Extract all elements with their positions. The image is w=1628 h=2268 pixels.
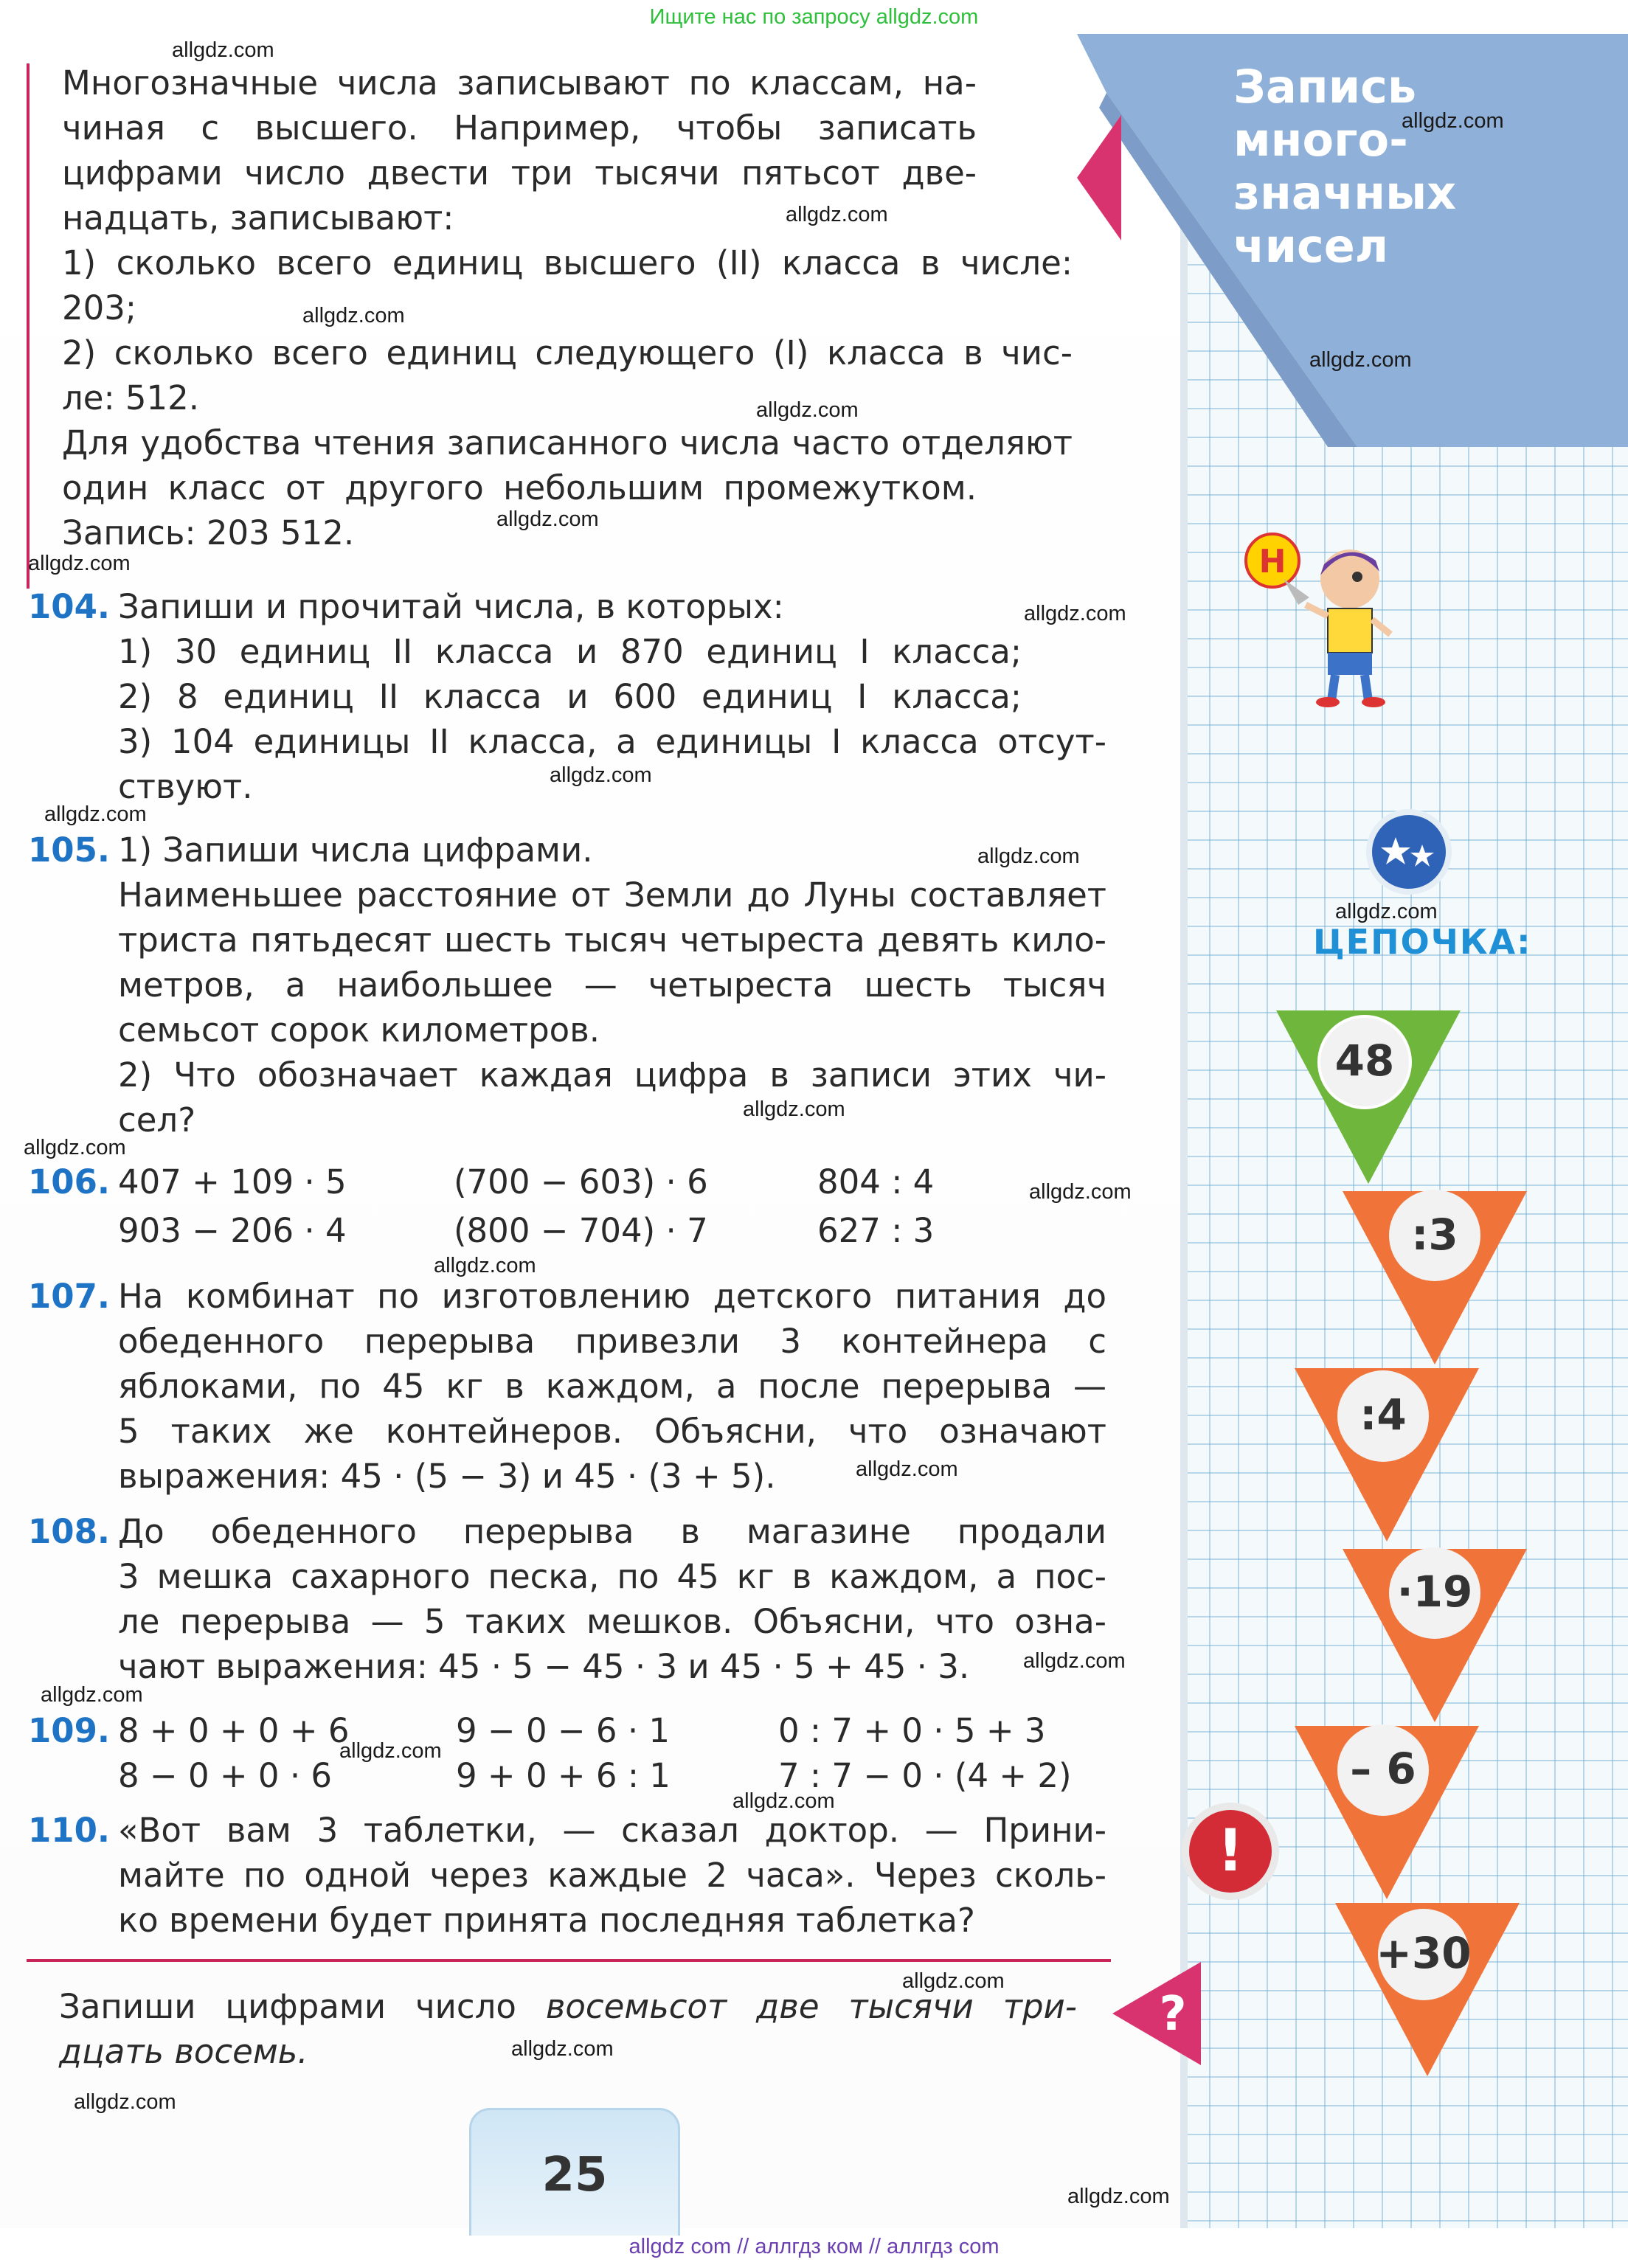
intro-line: Запись: 203 512. (62, 513, 355, 552)
task-line: ко времени будет принята последняя таблетка? (118, 1901, 975, 1940)
task-number: 107. (28, 1277, 111, 1316)
watermark: allgdz.com (74, 2090, 176, 2114)
task-line: Запиши и прочитай числа, в которых: (118, 587, 784, 626)
watermark: allgdz.com (550, 763, 652, 787)
watermark: allgdz.com (434, 1254, 536, 1277)
section-divider (27, 1959, 1111, 1962)
boy-badge-letter: Н (1258, 543, 1286, 580)
question-pointer-icon (1112, 1962, 1201, 2065)
task-line: выражения: 45 · (5 − 3) и 45 · (3 + 5). (118, 1457, 776, 1496)
chain-step-label: +30 (1376, 1928, 1472, 1978)
expression: 407 + 109 · 5 (118, 1162, 347, 1201)
task-line: семьсот сорок километров. (118, 1010, 600, 1050)
watermark: allgdz.com (496, 507, 599, 531)
chain-step-label: ·19 (1396, 1567, 1473, 1617)
task-line: До обеденного перерыва в магазине продали (118, 1512, 1106, 1551)
watermark: allgdz.com (756, 398, 859, 422)
bottom-banner[interactable]: allgdz com // аллгдз ком // аллгдз com (628, 2235, 1000, 2258)
expression: 903 − 206 · 4 (118, 1211, 347, 1250)
task-number: 109. (28, 1711, 111, 1750)
expression: 627 : 3 (817, 1211, 935, 1250)
expression: 9 + 0 + 6 : 1 (456, 1756, 671, 1795)
intro-line: 1) сколько всего единиц высшего (II) класса в числе: (62, 243, 1073, 282)
chain-step-label: 48 (1334, 1036, 1395, 1086)
watermark: allgdz.com (172, 38, 274, 62)
task-line: Наименьшее расстояние от Земли до Луны составляет (118, 875, 1106, 915)
intro-pointer-icon (1077, 115, 1121, 240)
task-line: 5 таких же контейнеров. Объясни, что означают (118, 1412, 1106, 1451)
task-line: майте по одной через каждые 2 часа». Через сколь- (118, 1856, 1106, 1895)
expression: 8 + 0 + 0 + 6 (118, 1711, 350, 1750)
bottom-task-prefix: Запиши цифрами число (59, 1987, 546, 2026)
task-line: 3 мешка сахарного песка, по 45 кг в каждом, а пос- (118, 1557, 1106, 1596)
exclamation-badge-icon (1179, 1800, 1282, 1903)
watermark: allgdz.com (24, 1136, 126, 1159)
topic-title-line: много- (1233, 113, 1408, 167)
intro-line: надцать, записывают: (62, 198, 454, 237)
task-108-text (118, 1509, 1106, 1689)
topic-title (1233, 60, 1528, 273)
task-number: 105. (28, 830, 111, 870)
chain-step-label: – 6 (1350, 1744, 1416, 1794)
task-number: 110. (28, 1811, 111, 1850)
watermark: allgdz.com (743, 1097, 845, 1121)
watermark: allgdz.com (1067, 2185, 1170, 2208)
topic-title-line: Запись (1233, 60, 1417, 114)
task-line: сел? (118, 1100, 196, 1140)
watermark: allgdz.com (1029, 1180, 1132, 1204)
watermark: allgdz.com (1024, 602, 1126, 625)
watermark: allgdz.com (902, 1969, 1005, 1993)
intro-line: один класс от другого небольшим промежутком. (62, 468, 977, 507)
task-number: 108. (28, 1512, 111, 1551)
expression: (700 − 603) · 6 (454, 1162, 708, 1201)
expression: 0 : 7 + 0 · 5 + 3 (778, 1711, 1046, 1750)
task-line: 3) 104 единицы II класса, а единицы I класса отсут- (118, 722, 1106, 761)
task-line: ле перерыва — 5 таких мешков. Объясни, что озна- (118, 1602, 1106, 1641)
topic-title-line: значных (1233, 166, 1457, 220)
chain-diagram (1254, 1003, 1564, 2087)
task-line: метров, а наибольшее — четыреста шесть тысяч (118, 965, 1106, 1005)
intro-line: Для удобства чтения записанного числа часто отделяют (62, 423, 1073, 462)
task-line: обеденного перерыва привезли 3 контейнера с (118, 1322, 1106, 1361)
expression: 804 : 4 (817, 1162, 935, 1201)
expression: 8 − 0 + 0 · 6 (118, 1756, 333, 1795)
expression: (800 − 704) · 7 (454, 1211, 708, 1250)
intro-line: цифрами число двести три тысячи пятьсот две- (62, 153, 977, 193)
watermark: allgdz.com (44, 802, 147, 826)
task-line: 1) Запиши числа цифрами. (118, 830, 593, 870)
task-number: 106. (28, 1162, 111, 1201)
chain-step-label: :3 (1411, 1210, 1458, 1260)
watermark: allgdz.com (339, 1739, 442, 1763)
task-107-text (118, 1274, 1106, 1499)
task-line: 2) Что обозначает каждая цифра в записи этих чи- (118, 1055, 1106, 1095)
intro-line: 2) сколько всего единиц следующего (I) класса в чис- (62, 333, 1073, 372)
task-line: 1) 30 единиц II класса и 870 единиц I класса; (118, 632, 1022, 671)
task-line: 2) 8 единиц II класса и 600 единиц I класса; (118, 677, 1022, 716)
boy-with-flashlight-icon (1239, 531, 1409, 708)
watermark: allgdz.com (732, 1789, 835, 1813)
exclamation-glyph: ! (1217, 1818, 1244, 1884)
watermark: allgdz.com (41, 1683, 143, 1707)
intro-line: Многозначные числа записывают по классам, на- (62, 63, 977, 103)
task-line: На комбинат по изготовлению детского питания до (118, 1277, 1106, 1316)
chain-step-label: :4 (1359, 1390, 1407, 1440)
task-110-text (118, 1808, 1106, 1943)
bottom-task-number-words: восемьсот две тысячи три- (545, 1987, 1077, 2026)
intro-margin-line (27, 63, 30, 589)
watermark: allgdz.com (1309, 348, 1412, 372)
task-line: «Вот вам 3 таблетки, — сказал доктор. — Прини- (118, 1811, 1106, 1850)
intro-line: 203; (62, 288, 137, 327)
watermark: allgdz.com (1023, 1649, 1126, 1673)
watermark: allgdz.com (1335, 900, 1438, 923)
watermark: allgdz.com (511, 2037, 614, 2061)
watermark: allgdz.com (786, 203, 888, 226)
intro-line: ле: 512. (62, 378, 200, 417)
task-number: 104. (28, 587, 111, 626)
question-mark-glyph: ? (1159, 1987, 1187, 2042)
intro-line: чиная с высшего. Например, чтобы записать (62, 108, 977, 148)
bottom-task-number-words: дцать восемь. (59, 2032, 308, 2071)
watermark: allgdz.com (302, 304, 405, 327)
task-line: ствуют. (118, 767, 253, 806)
watermark: allgdz.com (977, 845, 1080, 868)
watermark: allgdz.com (1402, 109, 1504, 133)
intro-rule (62, 60, 1073, 555)
topic-title-line: чисел (1233, 219, 1389, 273)
chain-title: ЦЕПОЧКА: (1313, 922, 1532, 962)
expression: 7 : 7 − 0 · (4 + 2) (778, 1756, 1072, 1795)
expression: 9 − 0 − 6 · 1 (456, 1711, 671, 1750)
task-105-text (118, 828, 1106, 1142)
task-line: чают выражения: 45 · 5 − 45 · 3 и 45 · 5 + 45 · 3. (118, 1647, 970, 1686)
page-number: 25 (541, 2148, 608, 2202)
task-line: триста пятьдесят шесть тысяч четыреста девять кило- (118, 920, 1106, 960)
top-banner[interactable]: Ищите нас по запросу allgdz.com (649, 5, 979, 29)
stars-badge-icon (1365, 808, 1453, 896)
watermark: allgdz.com (856, 1457, 958, 1481)
watermark: allgdz.com (28, 552, 131, 575)
task-line: яблоками, по 45 кг в каждом, а после перерыва — (118, 1367, 1106, 1406)
